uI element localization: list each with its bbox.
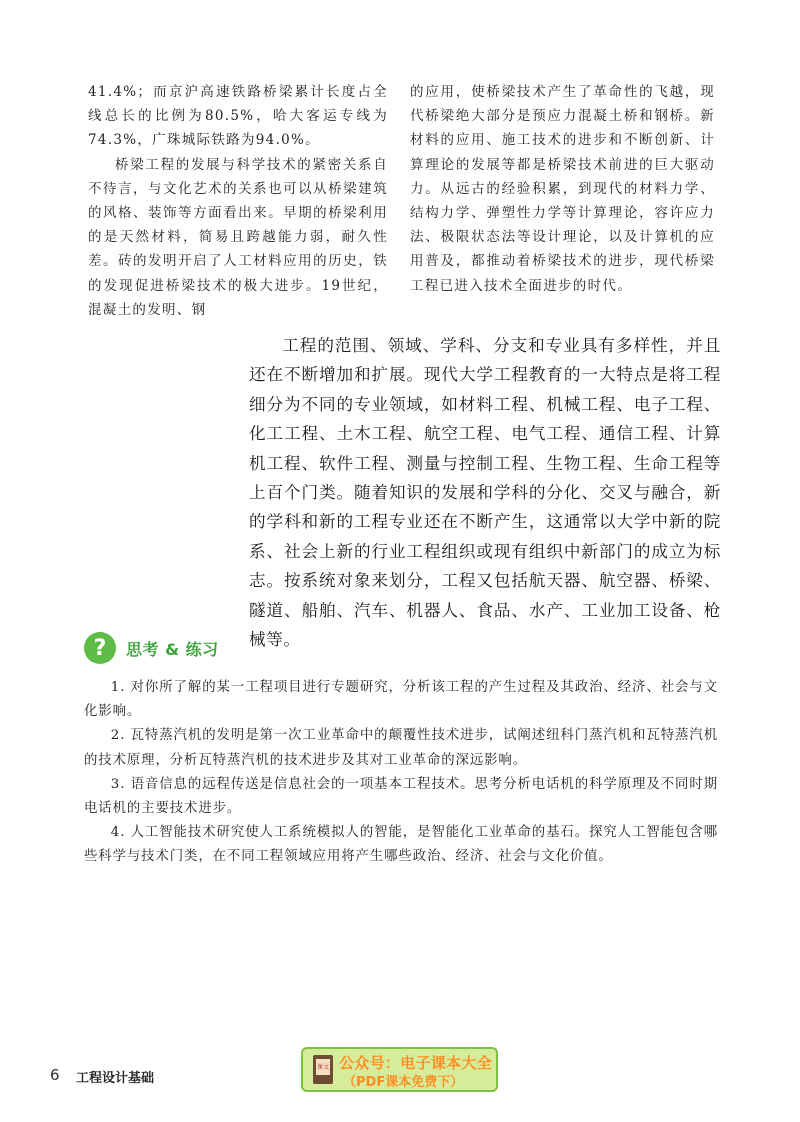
book-icon-label: 课文 <box>317 1064 330 1071</box>
exercise-item: 4. 人工智能技术研究使人工系统模拟人的智能，是智能化工业革命的基石。探究人工智能包含哪些科学与技术门类，在不同工程领域应用将产生哪些政治、经济、社会与文化价值。 <box>84 825 718 865</box>
book-icon <box>313 1055 333 1084</box>
think-section-title: 思考 & 练习 <box>126 639 219 659</box>
left-column <box>88 80 388 322</box>
exercise-item: 3. 语音信息的远程传送是信息社会的一项基本工程技术。思考分析电话机的科学原理及不同时期电话机的主要技术进步。 <box>84 776 718 817</box>
banner-subtitle: （PDF课本免费下） <box>343 1075 464 1090</box>
book-title: 工程设计基础 <box>76 1071 155 1086</box>
think-section-header <box>84 631 219 665</box>
page-number: 6 <box>50 1066 60 1084</box>
question-mark-icon: ? <box>84 632 116 664</box>
exercise-list <box>84 676 718 870</box>
left-column-paragraph: 41.4%；而京沪高速铁路桥梁累计长度占全线总长的比例为80.5%，哈大客运专线为74.3%，广珠城际铁路为94.0%。 <box>88 84 388 149</box>
left-column-paragraph: 桥梁工程的发展与科学技术的紧密关系自不待言，与文化艺术的关系也可以从桥梁建筑的风格、装饰等方面看出来。早期的桥梁利用的是天然材料，简易且跨越能力弱，耐久性差。砖的发明开启了人工材料应用的历史，铁的发现促进桥梁技术的极大进步。19世纪，混凝土的发明、钢 <box>88 156 388 318</box>
banner-title: 公众号：电子课本大全 <box>339 1054 493 1072</box>
watermark-banner <box>301 1047 498 1092</box>
main-paragraph: 工程的范围、领域、学科、分支和专业具有多样性，并且还在不断增加和扩展。现代大学工程教育的一大特点是将工程细分为不同的专业领域，如材料工程、机械工程、电子工程、化工工程、土木工程、航空工程、电气工程、通信工程、计算机工程、软件工程、测量与控制工程、生物工程、生命工程等上百个门类。随着知识的发展和学科的分化、交叉与融合，新的学科和新的工程专业还在不断产生，这通常以大学中新的院系、社会上新的行业工程组织或现有组织中新部门的成立为标志。按系统对象来划分，工程又包括航天器、航空器、桥梁、隧道、船舶、汽车、机器人、食品、水产、工业加工设备、枪械等。 <box>249 336 721 650</box>
right-column-paragraph: 的应用，使桥梁技术产生了革命性的飞越，现代桥梁绝大部分是预应力混凝土桥和钢桥。新材料的应用、施工技术的进步和不断创新、计算理论的发展等都是桥梁技术前进的巨大驱动力。从远古的经验积累，到现代的材料力学、结构力学、弹塑性力学等计算理论，容许应力法、极限状态法等设计理论，以及计算机的应用普及，都推动着桥梁技术的进步，现代桥梁工程已进入技术全面进步的时代。 <box>410 84 715 294</box>
exercise-item: 1. 对你所了解的某一工程项目进行专题研究，分析该工程的产生过程及其政治、经济、社会与文化影响。 <box>84 680 718 720</box>
exercise-item: 2. 瓦特蒸汽机的发明是第一次工业革命中的颠覆性技术进步，试阐述纽科门蒸汽机和瓦特蒸汽机的技术原理，分析瓦特蒸汽机的技术进步及其对工业革命的深远影响。 <box>84 728 718 768</box>
right-column <box>410 80 715 298</box>
